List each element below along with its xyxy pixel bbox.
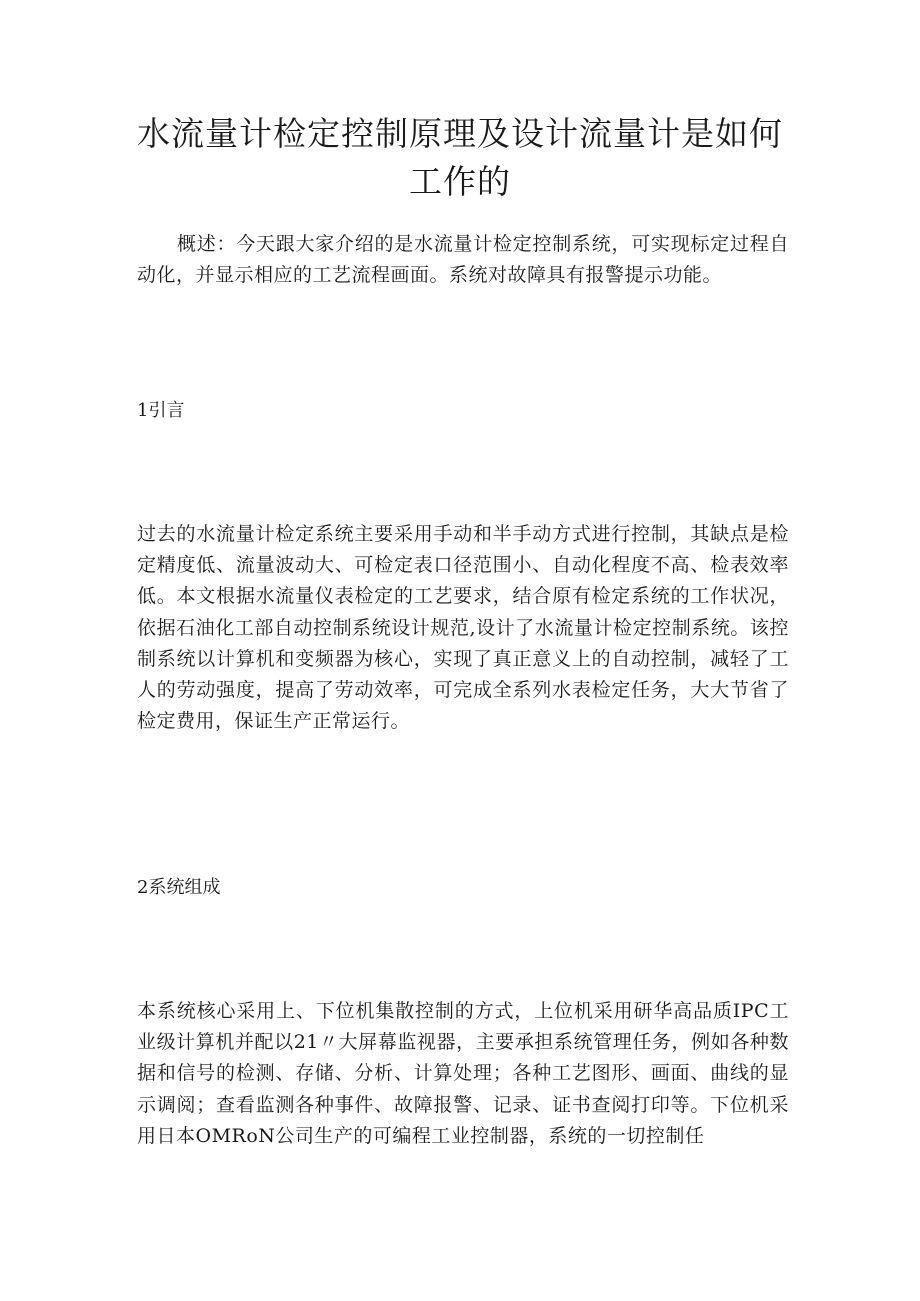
document-title: 水流量计检定控制原理及设计流量计是如何工作的 xyxy=(137,114,783,201)
summary-paragraph: 概述：今天跟大家介绍的是水流量计检定控制系统，可实现标定过程自动化，并显示相应的工艺流程画面。系统对故障具有报警提示功能。 xyxy=(137,233,789,287)
section-body-system-composition: 本系统核心采用上、下位机集散控制的方式，上位机采用研华高品质IPC工业级计算机并配以21〃大屏幕监视器，主要承担系统管理任务，例如各种数据和信号的检测、存储、分析、计算处理；各种工艺图形、画面、曲线的显示调阅；查看监测各种事件、故障报警、记录、证书查阅打印等。下位机采用日本OMRoN公司生产的可编程工业控制器，系统的一切控制任 xyxy=(137,1000,789,1147)
section-body-introduction: 过去的水流量计检定系统主要采用手动和半手动方式进行控制，其缺点是检定精度低、流量波动大、可检定表口径范围小、自动化程度不高、检表效率低。本文根据水流量仪表检定的工艺要求，结合原有检定系统的工作状况，依据石油化工部自动控制系统设计规范,设计了水流量计检定控制系统。该控制系统以计算机和变频器为核心，实现了真正意义上的自动控制，减轻了工人的劳动强度，提高了劳动效率，可完成全系列水表检定任务，大大节省了检定费用，保证生产正常运行。 xyxy=(137,523,789,733)
section-heading-introduction: 1引言 xyxy=(137,400,185,421)
section-heading-system-composition: 2系统组成 xyxy=(137,877,221,898)
